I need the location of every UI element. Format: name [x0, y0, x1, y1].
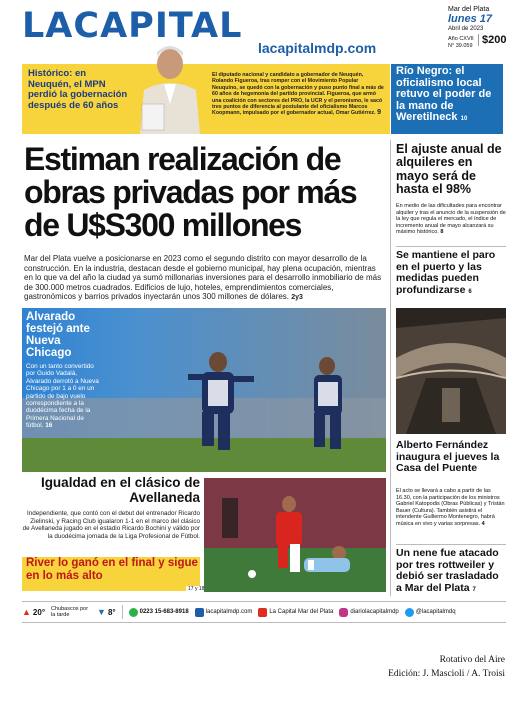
instagram-icon — [339, 608, 348, 617]
rottweiler-headline-text: Un nene fue atacado por tres rottweiler y debió ser trasladado a Mar del Plata — [396, 547, 499, 594]
main-story-text: Mar del Plata vuelve a posicionarse en 2023 como el segundo distrito con mayor desarrollo de la construcción. En la industria, destacan desde el gobierno municipal, hay plena ocupación, mientras en lo que va del año la ciudad ya sumó millonarias inversiones para el desarrollo inmobiliario de más de 300.000 metros cuadrados. Edificios de lujo, hoteles, emprendimientos comerciales, gastronómicos y barrios privados inyectarán unos 300 millones de dólares. — [24, 254, 382, 302]
avellaneda-body: Independiente, que contó con el debut del entrenador Ricardo Zielinski, y Racing Club igualaron 1-1 en el marco del clásico de Avellaneda jugado en el estadio Ricardo Bochini y válido por la duodécima jornada de la Liga Profesional de Fútbol. — [22, 510, 200, 541]
whatsapp-number: 0223 15-683-8918 — [139, 609, 189, 615]
river-photo — [204, 478, 386, 592]
masthead-issue: Año CXVII N° 39.059 — [448, 36, 474, 49]
masthead-day: lunes 17 — [448, 13, 493, 25]
rionegro-page-ref: 10 — [460, 116, 468, 122]
newspaper-logo: LACAPITAL — [22, 6, 243, 46]
alquileres-ref: 8 — [440, 229, 444, 236]
rionegro-headline[interactable] — [396, 66, 500, 126]
whatsapp-link[interactable] — [129, 608, 189, 617]
alquileres-body — [396, 203, 506, 236]
rule — [396, 246, 506, 247]
signature-line2: Edición: J. Mascioli / A. Troisi — [388, 669, 505, 679]
twitter-icon — [405, 608, 414, 617]
instagram-link[interactable] — [339, 608, 398, 617]
paro-headline-text: Se mantiene el paro en el puerto y las medidas pueden profundizarse — [396, 249, 496, 296]
whatsapp-icon — [129, 608, 138, 617]
fernandez-body — [396, 488, 506, 528]
avellaneda-headline[interactable]: Igualdad en el clásico de Avellaneda — [40, 475, 200, 505]
alvarado-story[interactable] — [26, 311, 100, 430]
weather-high — [22, 607, 45, 617]
facebook-handle: lacapitalmdp.com — [205, 609, 253, 615]
rottweiler-headline[interactable] — [396, 548, 506, 596]
temp-low: 8° — [107, 607, 116, 617]
alvarado-headline: Alvarado festejó ante Nueva Chicago — [26, 311, 90, 359]
river-ref: 17 y 18 — [188, 586, 205, 592]
twitter-handle: @lacapitalmdq — [415, 609, 456, 615]
footer-divider — [122, 605, 123, 619]
alvarado-body — [26, 363, 100, 430]
main-story-body — [24, 254, 386, 303]
footer-bar — [22, 601, 506, 623]
youtube-link[interactable] — [258, 608, 333, 617]
alquileres-headline[interactable]: El ajuste anual de alquileres en mayo será de hasta el 98% — [396, 142, 502, 197]
river-headline[interactable]: River lo ganó en el final y sigue en lo más alto — [26, 557, 198, 582]
casa-del-puente-photo — [396, 308, 506, 434]
cold-icon: ▼ — [97, 607, 106, 617]
rottweiler-ref: 7 — [472, 586, 476, 593]
rule — [396, 544, 506, 545]
instagram-handle: diariolacapitalmdp — [350, 609, 399, 615]
masthead-city: Mar del Plata — [448, 6, 490, 13]
sun-icon: ▲ — [22, 607, 31, 617]
facebook-icon — [195, 608, 204, 617]
neuquen-summary — [212, 72, 384, 117]
fernandez-ref: 4 — [481, 520, 485, 527]
weather-low — [97, 607, 116, 617]
temp-high: 20° — [32, 607, 46, 617]
paro-headline[interactable] — [396, 250, 506, 298]
alquileres-text: En medio de las dificultades para encontrar alquiler y tras el anuncio de la suspensión de la ley que regula el mercado, el índice de incremento anual de mayo alcanzará su máximo histórico. — [396, 203, 506, 236]
neuquen-headline[interactable]: Histórico: en Neuquén, el MPN perdió la gobernación después de 60 años — [28, 68, 128, 111]
newspaper-url[interactable]: lacapitalmdp.com — [258, 40, 377, 56]
neuquen-page-ref: 9 — [377, 109, 382, 117]
fernandez-text: El acto se llevará a cabo a partir de las 16.30, con la participación de los ministros Gabriel Katopodis (Obras Públicas) y Tristán Bauer (Cultura). También asistirá el intendente Guillermo Montenegro, habrá música en vivo y varias sorpresas. — [396, 488, 505, 527]
candidate-photo — [134, 34, 206, 134]
fernandez-headline[interactable]: Alberto Fernández inaugura el jueves la Casa del Puente — [396, 439, 500, 474]
main-headline[interactable]: Estiman realización de obras privadas por más de U$S300 millones — [24, 141, 357, 243]
alvarado-text: Con un tanto convertido por Guido Vadalá, Alvarado derrotó a Nueva Chicago por 1 a 0 en un partido de bajo vuelo correspondiente a la duodécima fecha de la Primera Nacional de fútbol. — [26, 363, 99, 430]
facebook-link[interactable] — [195, 608, 253, 617]
weather-note: Chubascos por la tarde — [51, 605, 89, 618]
main-story-ref: 2y3 — [291, 294, 303, 302]
alvarado-ref: 16 — [45, 422, 53, 430]
masthead-date: Abril de 2023 — [448, 26, 484, 32]
signature-line1: Rotativo del Aire — [439, 655, 505, 665]
neuquen-summary-text: El diputado nacional y candidato a gobernador de Neuquén, Rolando Figueroa, tras romper con el Movimiento Popular Neuquino, se quedó con la gobernación y puso punto final a más de 60 años de hegemonía del partido provincial. Figueroa, que armó una coalición con sectores del PRO, la UCR y el peronismo, le sacó tres puntos de diferencia al postulante del oficialismo Marcos Koopmann, impulsado por el gobernador actual, Omar Gutiérrez. — [212, 72, 384, 117]
column-divider — [390, 140, 391, 596]
twitter-link[interactable] — [405, 608, 456, 617]
youtube-icon — [258, 608, 267, 617]
rionegro-headline-text: Río Negro: el oficialismo local retuvo el poder de la mano de Weretilneck — [396, 65, 492, 123]
paro-ref: 6 — [468, 288, 472, 295]
youtube-handle: La Capital Mar del Plata — [269, 609, 334, 615]
masthead-price: $200 — [478, 34, 506, 46]
